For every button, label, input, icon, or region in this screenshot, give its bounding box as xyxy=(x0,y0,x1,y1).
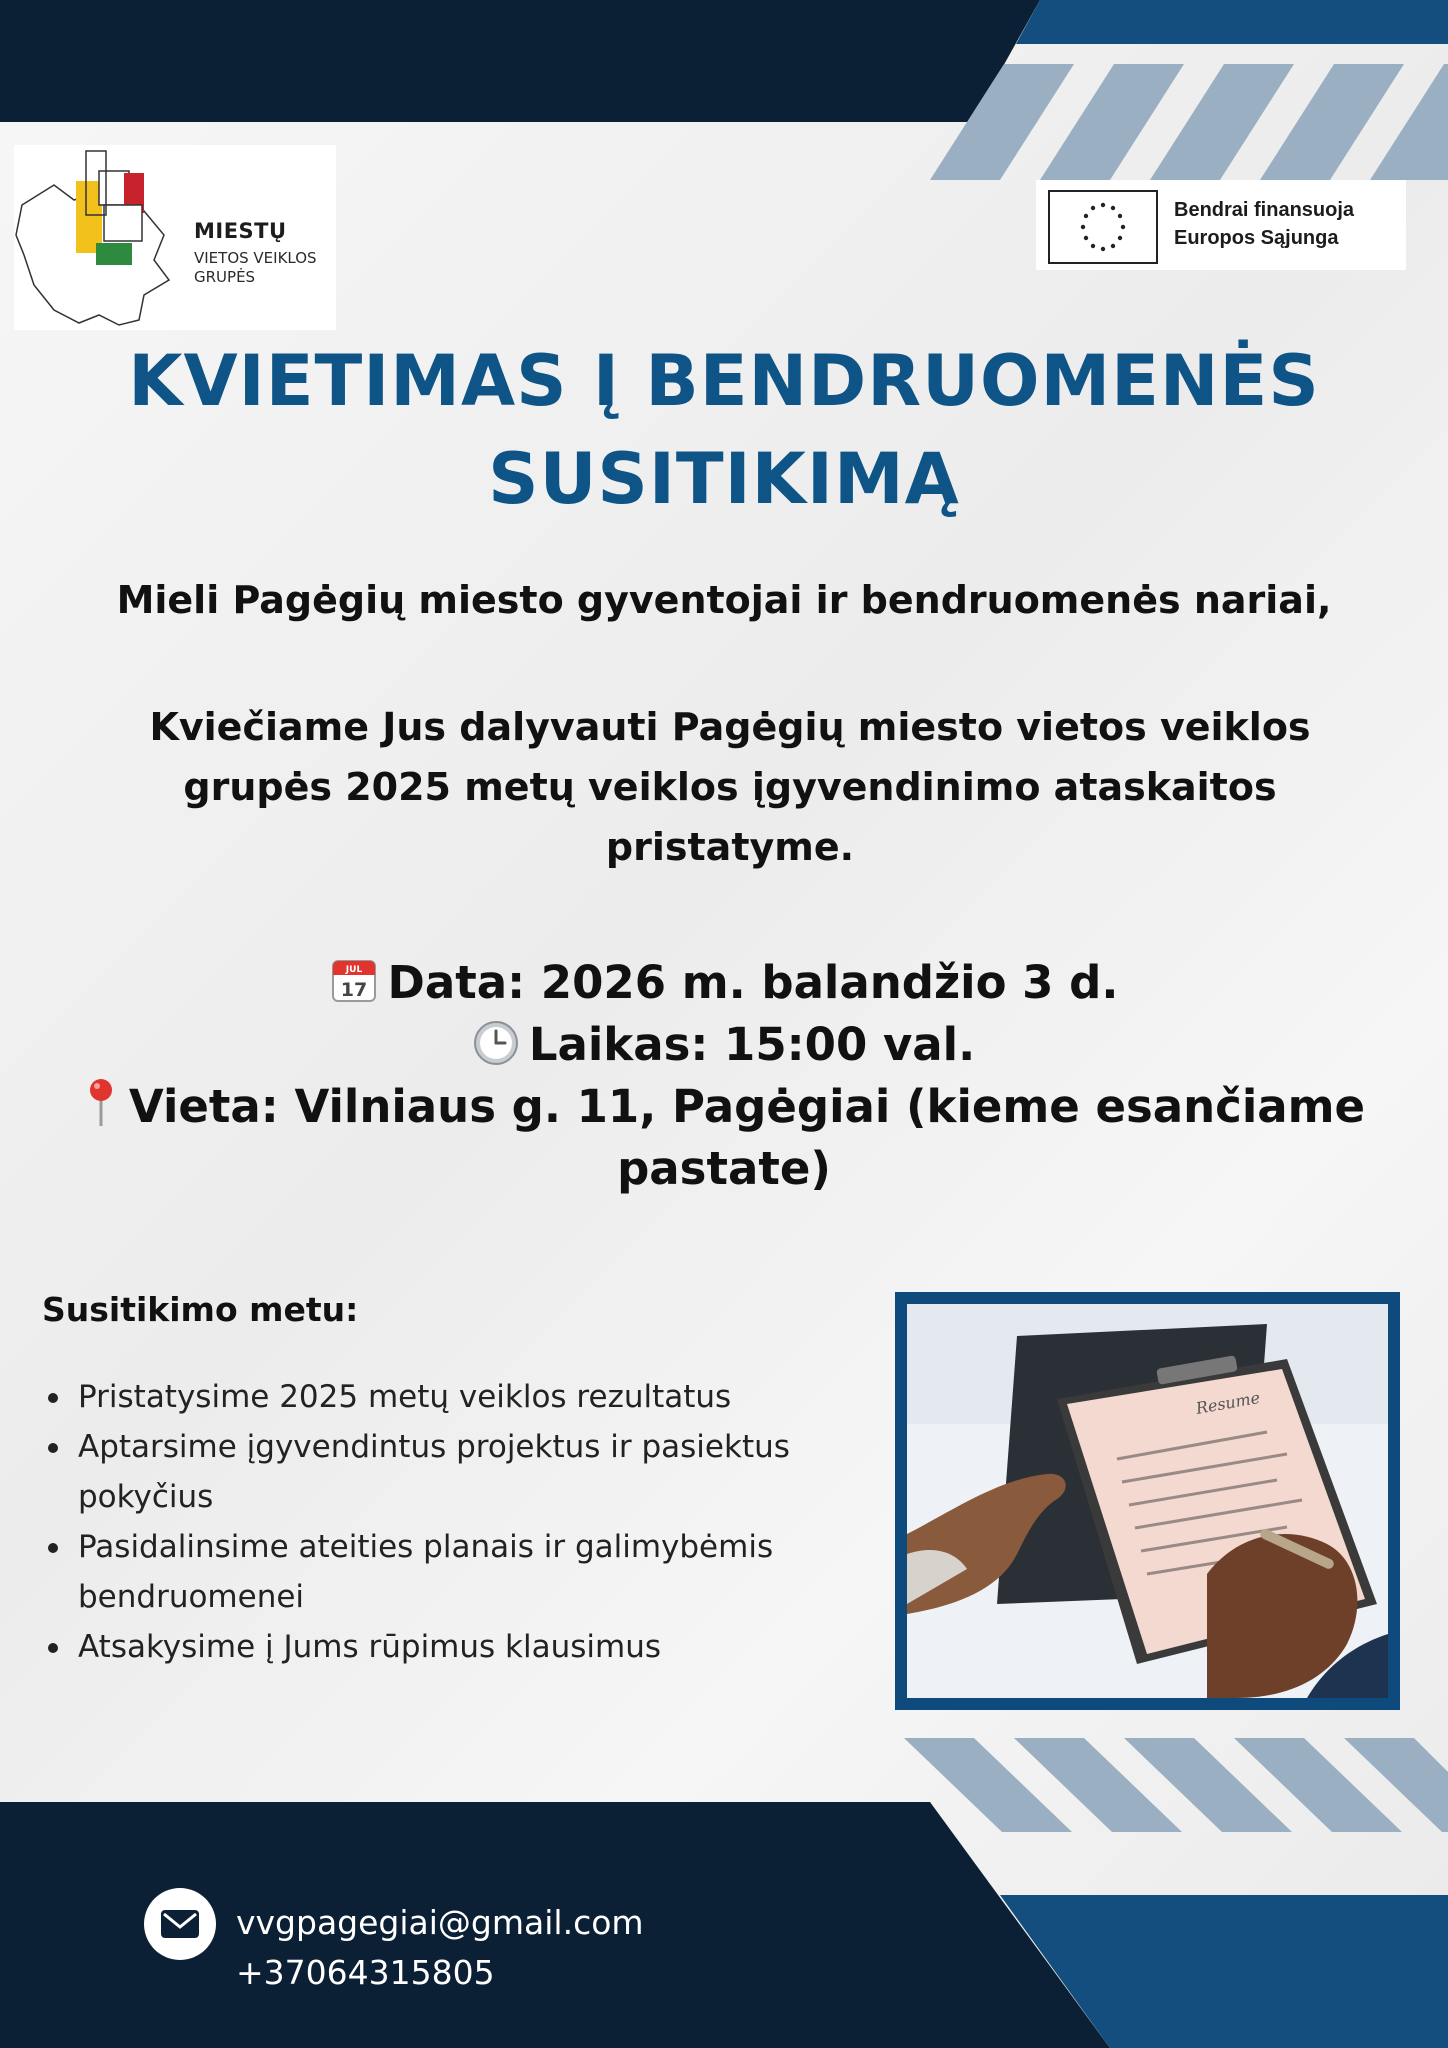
list-item: Pasidalinsime ateities planais ir galimybėmis bendruomenei xyxy=(42,1522,842,1622)
svg-text:17: 17 xyxy=(340,979,367,1001)
top-stripes xyxy=(930,64,1448,180)
svg-text:JUL: JUL xyxy=(345,965,362,975)
title-line2: SUSITIKIMĄ xyxy=(488,438,960,520)
event-place: Vieta: Vilniaus g. 11, Pagėgiai (kieme esančiame pastate) xyxy=(128,1080,1366,1195)
contact-email[interactable]: vvgpagegiai@gmail.com xyxy=(236,1903,644,1942)
lithuania-map-logo-mark xyxy=(14,145,194,330)
envelope-icon xyxy=(144,1888,216,1960)
invitation-text: Kviečiame Jus dalyvauti Pagėgių miesto vietos veiklos grupės 2025 metų veiklos įgyvendinimo ataskaitos pristatyme. xyxy=(149,705,1311,869)
agenda-title: Susitikimo metu: xyxy=(42,1290,359,1329)
eu-text-line2: Europos Sąjunga xyxy=(1174,227,1339,249)
eu-text-line1: Bendrai finansuoja xyxy=(1174,199,1355,221)
event-info xyxy=(0,952,1448,1200)
miestu-vvg-logo xyxy=(14,145,336,330)
title-line1: KVIETIMAS Į BENDRUOMENĖS xyxy=(128,340,1320,422)
time-line xyxy=(0,1014,1448,1076)
agenda-list xyxy=(42,1372,842,1672)
top-blue-band xyxy=(1016,0,1448,44)
list-item: Atsakysime į Jums rūpimus klausimus xyxy=(42,1622,842,1672)
page-title xyxy=(0,332,1448,528)
bottom-stripes xyxy=(904,1738,1448,1832)
list-item: Aptarsime įgyvendintus projektus ir pasiektus pokyčius xyxy=(42,1422,842,1522)
contact-phone[interactable]: +37064315805 xyxy=(236,1953,495,1992)
clock-icon xyxy=(473,1020,519,1066)
logo-title: MIESTŲ xyxy=(194,219,287,243)
date-line xyxy=(0,952,1448,1014)
greeting: Mieli Pagėgių miesto gyventojai ir bendruomenės nariai, xyxy=(116,578,1332,622)
event-date: Data: 2026 m. balandžio 3 d. xyxy=(387,956,1119,1009)
photo-frame xyxy=(895,1292,1400,1710)
pin-icon xyxy=(83,1076,119,1128)
eu-flag-icon xyxy=(1048,190,1158,264)
eu-cofunding-logo xyxy=(1036,180,1406,270)
calendar-icon xyxy=(330,956,378,1004)
place-line xyxy=(0,1076,1448,1200)
list-item: Pristatysime 2025 metų veiklos rezultatus xyxy=(42,1372,842,1422)
logo-subtitle: VIETOS VEIKLOS GRUPĖS xyxy=(194,249,317,286)
eu-text xyxy=(1174,196,1354,252)
event-time: Laikas: 15:00 val. xyxy=(528,1018,976,1071)
clipboard-photo xyxy=(907,1304,1388,1698)
top-navy-band xyxy=(0,0,1040,122)
contact-info xyxy=(236,1898,644,1998)
resume-label: Resume xyxy=(1194,1387,1262,1418)
